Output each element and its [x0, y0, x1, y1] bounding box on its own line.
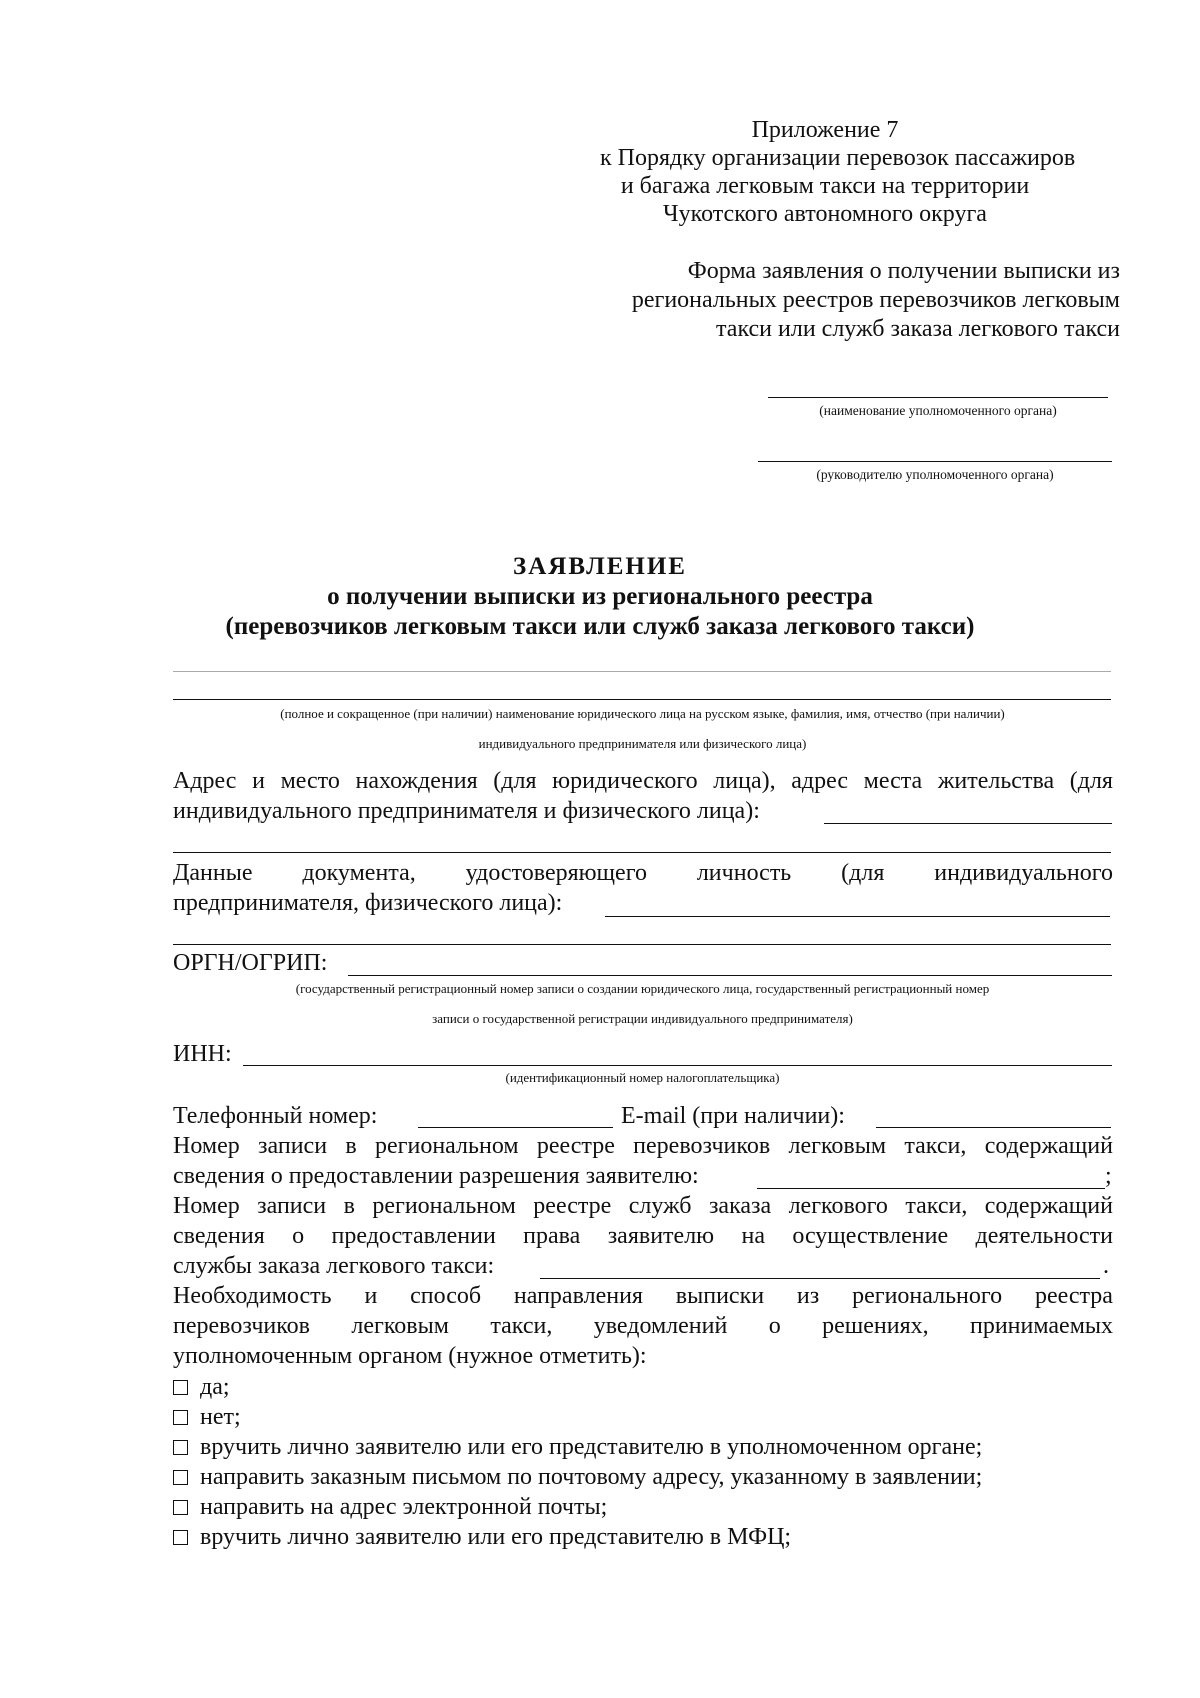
option-label: нет;	[200, 1404, 241, 1430]
address-label-line-2: индивидуального предпринимателя и физического лица):	[173, 798, 760, 824]
form-name-line-3: такси или служб заказа легкового такси	[716, 316, 1120, 342]
phone-field[interactable]	[418, 1127, 613, 1128]
document-subtitle-line-2: (перевозчиков легковым такси или служб заказа легкового такси)	[225, 613, 975, 640]
word: служб	[628, 1193, 692, 1219]
word: о	[292, 1223, 305, 1249]
word: в	[345, 1133, 357, 1159]
word: Номер	[173, 1133, 240, 1159]
word: жительства	[937, 768, 1055, 794]
option-label: вручить лично заявителю или его представителю в МФЦ;	[200, 1524, 792, 1550]
identity-label-line-2: предпринимателя, физического лица):	[173, 890, 563, 916]
word: удостоверяющего	[465, 860, 647, 886]
checkbox-email[interactable]	[173, 1500, 188, 1515]
address-blank-2[interactable]	[173, 852, 1111, 853]
word: предоставлении	[331, 1223, 496, 1249]
word: адрес	[791, 768, 848, 794]
word: индивидуального	[934, 860, 1113, 886]
word: место	[280, 768, 340, 794]
carrier-registry-end-mark: ;	[1105, 1163, 1112, 1189]
checkbox-yes[interactable]	[173, 1380, 188, 1395]
word: содержащий	[984, 1193, 1113, 1219]
word: реестре	[533, 1193, 612, 1219]
phone-label: Телефонный номер:	[173, 1103, 378, 1129]
address-blank-1[interactable]	[824, 823, 1112, 824]
word: Данные	[173, 860, 253, 886]
dispatch-registry-line-3: службы заказа легкового такси:	[173, 1253, 495, 1279]
word: Номер	[173, 1193, 240, 1219]
word: решениях,	[822, 1313, 929, 1339]
word: перевозчиков	[173, 1313, 311, 1339]
carrier-registry-line-1	[173, 1131, 1113, 1161]
word: Необходимость	[173, 1283, 332, 1309]
email-field[interactable]	[876, 1127, 1111, 1128]
form-name-line-2: региональных реестров перевозчиков легковым	[631, 287, 1120, 313]
inn-label: ИНН:	[173, 1041, 232, 1067]
option-label: направить на адрес электронной почты;	[200, 1494, 608, 1520]
word: такси,	[490, 1313, 553, 1339]
dispatch-registry-field[interactable]	[540, 1278, 1100, 1279]
word: легкового	[788, 1193, 888, 1219]
identity-label-line-1	[173, 858, 1113, 888]
word: лица),	[713, 768, 776, 794]
word: (для	[493, 768, 537, 794]
option-label: вручить лично заявителю или его представителю в уполномоченном органе;	[200, 1434, 983, 1460]
document-subtitle-line-1: о получении выписки из регионального реестра	[327, 583, 873, 610]
word: такси,	[904, 1133, 967, 1159]
word: юридического	[552, 768, 698, 794]
form-name-line-1: Форма заявления о получении выписки из	[687, 258, 1120, 284]
word: деятельности	[975, 1223, 1113, 1249]
address-label-line-1	[173, 766, 1113, 796]
word: заявителю	[607, 1223, 715, 1249]
ogrn-caption-1: (государственный регистрационный номер записи о создании юридического лица, государственный регистрационный номер	[295, 981, 990, 996]
word: такси,	[905, 1193, 968, 1219]
checkbox-registered-mail[interactable]	[173, 1470, 188, 1485]
delivery-line-3: уполномоченным органом (нужное отметить):	[173, 1343, 647, 1369]
word: (для	[1069, 768, 1113, 794]
option-label: направить заказным письмом по почтовому адресу, указанному в заявлении;	[200, 1464, 983, 1490]
word: (для	[841, 860, 885, 886]
applicant-name-caption-1: (полное и сокращенное (при наличии) наименование юридического лица на русском языке, фамилия, имя, отчество (при наличии)	[280, 706, 1005, 721]
delivery-line-1	[173, 1281, 1113, 1311]
identity-blank-2[interactable]	[173, 944, 1111, 945]
authority-head-blank[interactable]	[758, 461, 1112, 462]
word: уведомлений	[593, 1313, 728, 1339]
word: выписки	[675, 1283, 765, 1309]
checkbox-hand-mfc[interactable]	[173, 1530, 188, 1545]
word: содержащий	[984, 1133, 1113, 1159]
word: на	[741, 1223, 765, 1249]
word: способ	[410, 1283, 482, 1309]
word: принимаемых	[969, 1313, 1113, 1339]
appendix-ref-line-3: Чукотского автономного округа	[663, 201, 987, 227]
word: Адрес	[173, 768, 237, 794]
dispatch-registry-line-2	[173, 1221, 1113, 1251]
inn-field[interactable]	[243, 1065, 1112, 1066]
word: сведения	[173, 1223, 265, 1249]
delivery-option-yes	[173, 1372, 230, 1402]
word: записи	[257, 1193, 327, 1219]
word: права	[523, 1223, 581, 1249]
appendix-ref-line-2: и багажа легковым такси на территории	[620, 173, 1030, 199]
word: записи	[258, 1133, 328, 1159]
option-label: да;	[200, 1374, 230, 1400]
delivery-option-hand-mfc	[173, 1522, 791, 1552]
appendix-number: Приложение 7	[751, 117, 899, 143]
word: из	[796, 1283, 820, 1309]
dispatch-registry-line-1	[173, 1191, 1113, 1221]
inn-caption: (идентификационный номер налогоплательщика)	[505, 1070, 780, 1085]
word: региональном	[372, 1193, 516, 1219]
word: личность	[696, 860, 792, 886]
delivery-option-hand-authority	[173, 1432, 982, 1462]
authority-head-caption: (руководителю уполномоченного органа)	[816, 467, 1054, 482]
word: и	[252, 768, 265, 794]
word: легковым	[351, 1313, 449, 1339]
word: регионального	[852, 1283, 1003, 1309]
word: перевозчиков	[633, 1133, 771, 1159]
ogrn-field[interactable]	[348, 975, 1112, 976]
word: о	[768, 1313, 781, 1339]
word: документа,	[302, 860, 416, 886]
word: и	[364, 1283, 378, 1309]
word: легковым	[788, 1133, 887, 1159]
carrier-registry-field[interactable]	[757, 1188, 1105, 1189]
checkbox-hand-authority[interactable]	[173, 1440, 188, 1455]
authority-name-blank[interactable]	[768, 397, 1108, 398]
ogrn-caption-2: записи о государственной регистрации индивидуального предпринимателя)	[432, 1011, 853, 1026]
checkbox-no[interactable]	[173, 1410, 188, 1425]
word: места	[863, 768, 923, 794]
applicant-name-line-1[interactable]	[173, 671, 1111, 672]
word: нахождения	[355, 768, 478, 794]
email-label: E-mail (при наличии):	[621, 1103, 845, 1129]
carrier-registry-line-2: сведения о предоставлении разрешения заявителю:	[173, 1163, 699, 1189]
word: осуществление	[792, 1223, 949, 1249]
word: заказа	[708, 1193, 772, 1219]
document-title: ЗАЯВЛЕНИЕ	[513, 553, 687, 580]
delivery-option-registered-mail	[173, 1462, 982, 1492]
authority-name-caption: (наименование уполномоченного органа)	[819, 403, 1057, 418]
delivery-line-2	[173, 1311, 1113, 1341]
word: реестре	[536, 1133, 615, 1159]
identity-blank-1[interactable]	[605, 916, 1110, 917]
word: в	[343, 1193, 355, 1219]
delivery-option-no	[173, 1402, 241, 1432]
appendix-ref-line-1: к Порядку организации перевозок пассажиров	[600, 145, 1076, 171]
dispatch-registry-end-mark: .	[1103, 1253, 1109, 1279]
applicant-name-caption-2: индивидуального предпринимателя или физического лица)	[478, 736, 807, 751]
ogrn-label: ОРГН/ОГРИП:	[173, 950, 328, 976]
applicant-name-line-2[interactable]	[173, 699, 1111, 700]
word: реестра	[1034, 1283, 1113, 1309]
word: региональном	[375, 1133, 519, 1159]
delivery-option-email	[173, 1492, 607, 1522]
word: направления	[513, 1283, 643, 1309]
